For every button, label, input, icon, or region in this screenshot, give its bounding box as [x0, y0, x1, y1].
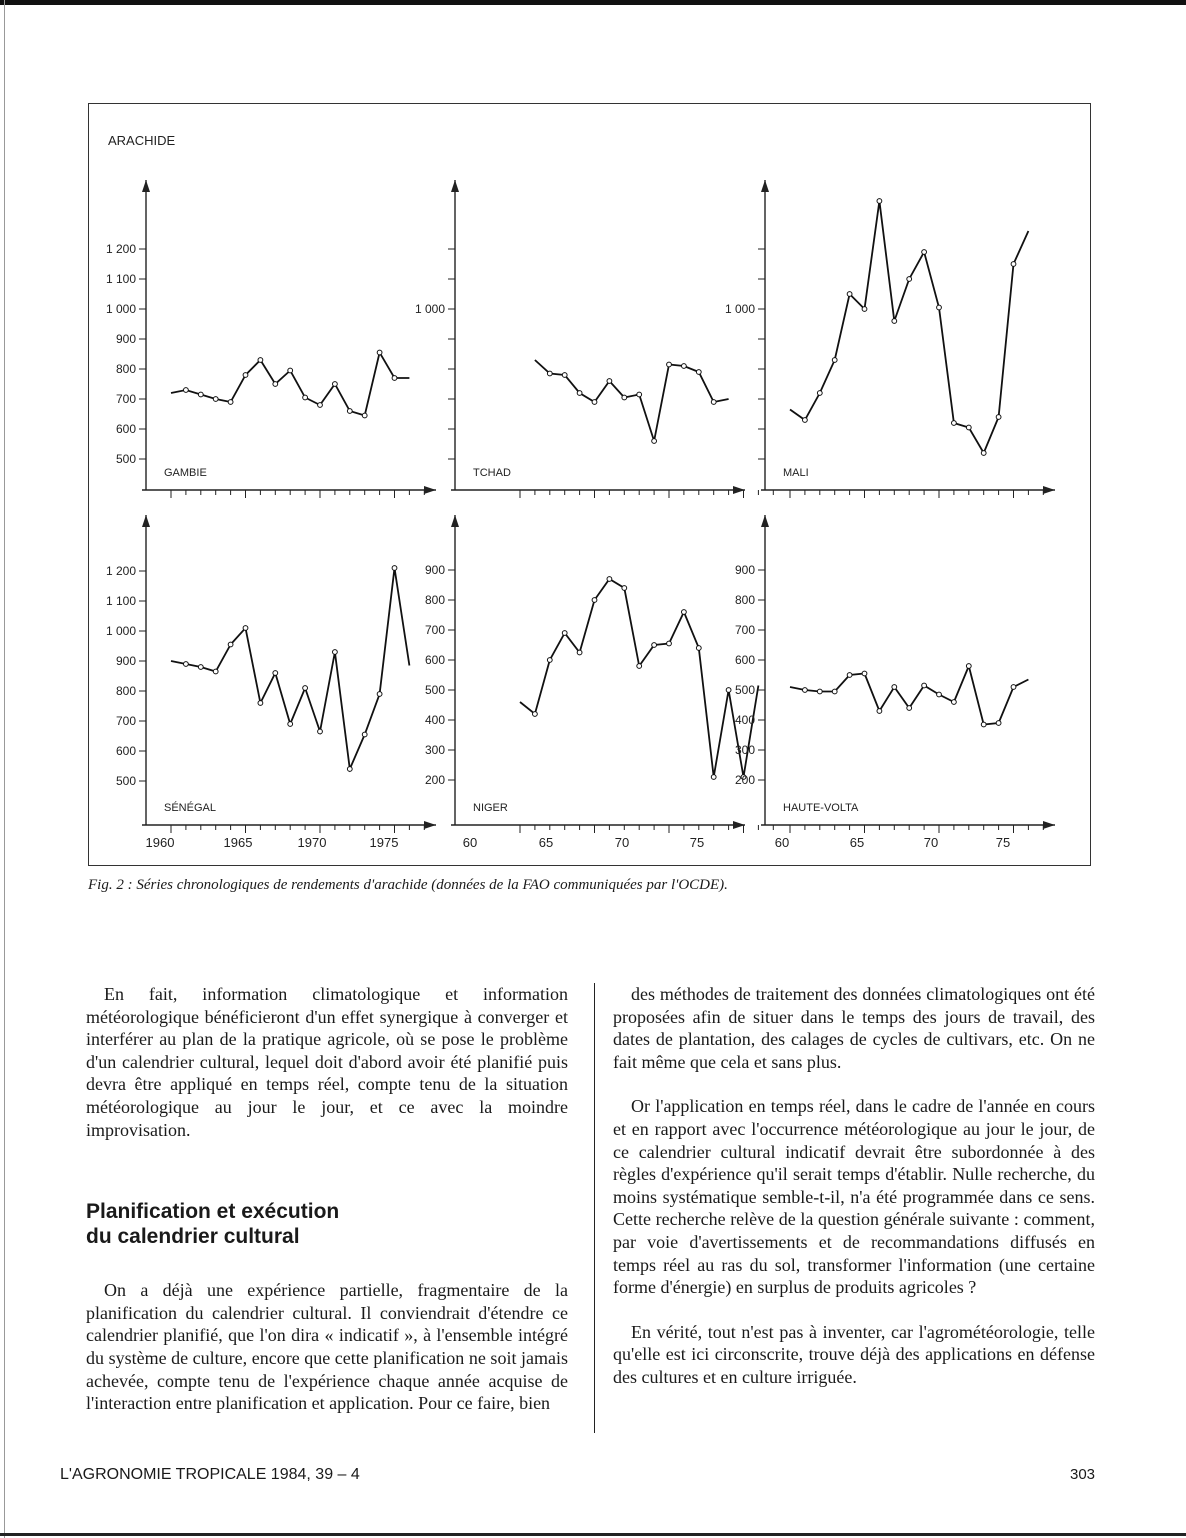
data-point	[607, 379, 612, 384]
series-line	[790, 201, 1028, 453]
y-axis-arrow	[142, 515, 150, 527]
data-point	[303, 686, 308, 691]
data-point	[228, 642, 233, 647]
data-point	[318, 729, 323, 734]
data-point	[562, 373, 567, 378]
data-point	[862, 671, 867, 676]
data-point	[288, 722, 293, 727]
data-point	[907, 706, 912, 711]
data-point	[318, 403, 323, 408]
chart-panel-5	[425, 515, 773, 833]
y-tick-label: 800	[734, 593, 755, 607]
data-point	[862, 307, 867, 312]
y-tick-label: 1 000	[105, 302, 136, 316]
data-point	[711, 775, 716, 780]
x-axis-arrow	[1043, 821, 1055, 829]
data-point	[1011, 262, 1016, 267]
data-point	[847, 673, 852, 678]
paragraph: Or l'application en temps réel, dans le cadre de l'année en cours et en rapport avec l'occurrence météorologique au jour le jour, de ce calendrier cultural indicatif devrait être subordonnée à des règles d'expérience qu'il serait temps d'établir. Nulle recherche, du moins systématique semble-t-il, n'a été programmée dans ce sens. Cette recherche relève de la question générale suivante : comment, par voie d'avertissements et de recommandations diffusés en temps réel au ras du sol, transformer l'information (une certaine forme d'énergie) en surplus de produits agricoles ?	[613, 1096, 1095, 1298]
data-point	[213, 669, 218, 674]
x-tick-label: 70	[923, 835, 939, 850]
section-heading	[86, 1199, 568, 1249]
data-point	[696, 370, 701, 375]
figure-crop-label: ARACHIDE	[108, 133, 176, 148]
x-tick-label: 1975	[369, 835, 399, 850]
data-point	[966, 425, 971, 430]
data-point	[258, 358, 263, 363]
y-tick-label: 300	[424, 743, 445, 757]
data-point	[637, 392, 642, 397]
data-point	[228, 400, 233, 405]
chart-panel-4	[106, 515, 436, 833]
x-tick-label: 75	[689, 835, 705, 850]
column-divider	[594, 983, 595, 1433]
data-point	[952, 700, 957, 705]
data-point	[937, 305, 942, 310]
data-point	[803, 688, 808, 693]
data-point	[922, 250, 927, 255]
y-tick-label: 400	[734, 713, 755, 727]
y-tick-label: 700	[424, 623, 445, 637]
data-point	[592, 400, 597, 405]
data-point	[547, 658, 552, 663]
x-tick-label: 70	[614, 835, 630, 850]
series-line	[790, 666, 1028, 725]
x-tick-label: 60	[774, 835, 790, 850]
data-point	[288, 368, 293, 373]
x-tick-label: 65	[538, 835, 554, 850]
data-point	[847, 292, 852, 297]
panel-title: HAUTE-VOLTA	[783, 802, 859, 814]
y-tick-label: 500	[734, 683, 755, 697]
data-point	[981, 451, 986, 456]
y-tick-label: 700	[115, 392, 136, 406]
chart-panel-2	[415, 180, 773, 498]
data-point	[213, 397, 218, 402]
data-point	[184, 388, 189, 393]
data-point	[377, 692, 382, 697]
series-line	[171, 353, 409, 416]
data-point	[996, 415, 1001, 420]
data-point	[877, 709, 882, 714]
data-point	[952, 421, 957, 426]
y-axis-arrow	[761, 180, 769, 192]
data-point	[637, 664, 642, 669]
data-point	[832, 689, 837, 694]
x-tick-label: 60	[462, 835, 478, 850]
body-column-left	[86, 983, 568, 1415]
y-tick-label: 600	[424, 653, 445, 667]
data-point	[392, 376, 397, 381]
y-tick-label: 500	[115, 452, 136, 466]
data-point	[362, 413, 367, 418]
data-point	[347, 409, 352, 414]
data-point	[981, 722, 986, 727]
data-point	[652, 643, 657, 648]
x-tick-label: 1965	[223, 835, 253, 850]
data-point	[877, 199, 882, 204]
data-point	[273, 671, 278, 676]
data-point	[622, 395, 627, 400]
y-tick-label: 800	[115, 362, 136, 376]
y-tick-label: 900	[115, 654, 136, 668]
paragraph: On a déjà une expérience partielle, fragmentaire de la planification du calendrier cultural. Il conviendrait d'étendre ce calendrier planifié, que l'on dira « indicatif », à l'ensemble intégré du système de culture, encore que cette planification ne soit jamais achevée, compte tenu de l'expérience chaque année acquise de l'interaction entre planification et application. Pour ce faire, bien	[86, 1280, 568, 1414]
data-point	[347, 767, 352, 772]
data-point	[922, 683, 927, 688]
data-point	[817, 689, 822, 694]
chart-panel-6	[735, 515, 1055, 833]
data-point	[937, 692, 942, 697]
x-axis-arrow	[424, 486, 436, 494]
paragraph: des méthodes de traitement des données climatologiques ont été proposées afin de situer dans le temps des jours de travail, des dates de plantation, des calages de cycles de cultivars, etc. On ne fait même que cela et sans plus.	[613, 984, 1095, 1072]
data-point	[533, 712, 538, 717]
y-tick-label: 1 200	[105, 564, 136, 578]
panel-title: SÉNÉGAL	[164, 802, 216, 814]
chart-panel-3	[725, 180, 1055, 498]
data-point	[892, 685, 897, 690]
x-tick-label: 1960	[145, 835, 175, 850]
panel-title: GAMBIE	[164, 467, 207, 479]
data-point	[667, 362, 672, 367]
data-point	[303, 395, 308, 400]
data-point	[682, 364, 687, 369]
y-tick-label: 800	[424, 593, 445, 607]
series-line	[520, 579, 758, 777]
data-point	[333, 382, 338, 387]
y-tick-label: 400	[424, 713, 445, 727]
data-point	[198, 665, 203, 670]
x-axis-arrow	[1043, 486, 1055, 494]
paragraph: En fait, information climatologique et information météorologique bénéficieront d'un effet synergique à converger et interférer au plan de la pratique agricole, où se pose le problème d'un calendrier cultural, lequel doit d'abord avoir été planifié puis devra être appliqué en temps réel, compte tenu de la situation météorologique au jour le jour, et ce avec la moindre improvisation.	[86, 984, 568, 1140]
y-axis-arrow	[142, 180, 150, 192]
y-axis-arrow	[451, 515, 459, 527]
page-number: 303	[1070, 1466, 1096, 1483]
y-tick-label: 900	[734, 563, 755, 577]
y-tick-label: 900	[115, 332, 136, 346]
y-tick-label: 1 100	[105, 272, 136, 286]
data-point	[711, 400, 716, 405]
x-tick-label: 65	[849, 835, 865, 850]
section-heading-line: du calendrier cultural	[86, 1225, 300, 1249]
y-tick-label: 600	[115, 744, 136, 758]
data-point	[1011, 685, 1016, 690]
data-point	[696, 646, 701, 651]
y-tick-label: 500	[115, 774, 136, 788]
data-point	[258, 701, 263, 706]
section-heading-line: Planification et exécution	[86, 1200, 340, 1224]
y-tick-label: 700	[734, 623, 755, 637]
data-point	[198, 392, 203, 397]
data-point	[577, 650, 582, 655]
y-tick-label: 500	[424, 683, 445, 697]
data-point	[622, 586, 627, 591]
body-column-right	[613, 983, 1095, 1389]
data-point	[726, 688, 731, 693]
data-point	[377, 350, 382, 355]
data-point	[547, 371, 552, 376]
data-point	[184, 662, 189, 667]
x-tick-label: 1970	[297, 835, 327, 850]
chart-panel-1	[106, 180, 436, 498]
data-point	[907, 277, 912, 282]
x-tick-label: 75	[995, 835, 1011, 850]
data-point	[966, 664, 971, 669]
data-point	[592, 598, 597, 603]
panel-title: TCHAD	[473, 467, 511, 479]
y-tick-label: 300	[734, 743, 755, 757]
y-tick-label: 600	[734, 653, 755, 667]
data-point	[362, 732, 367, 737]
data-point	[652, 439, 657, 444]
data-point	[817, 391, 822, 396]
footer-journal: L'AGRONOMIE TROPICALE 1984, 39 – 4	[60, 1466, 360, 1483]
y-tick-label: 700	[115, 714, 136, 728]
data-point	[607, 577, 612, 582]
y-tick-label: 1 200	[105, 242, 136, 256]
data-point	[392, 566, 397, 571]
y-axis-arrow	[451, 180, 459, 192]
data-point	[832, 358, 837, 363]
data-point	[577, 391, 582, 396]
data-point	[803, 418, 808, 423]
y-tick-label: 1 000	[105, 624, 136, 638]
y-tick-label: 900	[424, 563, 445, 577]
panel-title: MALI	[783, 467, 809, 479]
y-tick-label: 1 000	[414, 302, 445, 316]
data-point	[892, 319, 897, 324]
y-tick-label: 200	[424, 773, 445, 787]
series-line	[171, 568, 409, 769]
data-point	[243, 626, 248, 631]
y-tick-label: 200	[734, 773, 755, 787]
data-point	[996, 721, 1001, 726]
bottom-border	[0, 1533, 1186, 1536]
y-tick-label: 800	[115, 684, 136, 698]
data-point	[667, 641, 672, 646]
data-point	[682, 610, 687, 615]
panel-title: NIGER	[473, 802, 508, 814]
data-point	[562, 631, 567, 636]
data-point	[273, 382, 278, 387]
y-tick-label: 600	[115, 422, 136, 436]
figure-caption: Fig. 2 : Séries chronologiques de rendements d'arachide (données de la FAO communiquées par l'OCDE).	[88, 877, 728, 893]
data-point	[243, 373, 248, 378]
paragraph: En vérité, tout n'est pas à inventer, car l'agrométéorologie, telle qu'elle est ici circonscrite, trouve déjà des applications en défense des cultures et en culture irriguée.	[613, 1321, 1095, 1387]
y-tick-label: 1 100	[105, 594, 136, 608]
data-point	[333, 650, 338, 655]
y-tick-label: 1 000	[724, 302, 755, 316]
y-axis-arrow	[761, 515, 769, 527]
x-axis-arrow	[424, 821, 436, 829]
